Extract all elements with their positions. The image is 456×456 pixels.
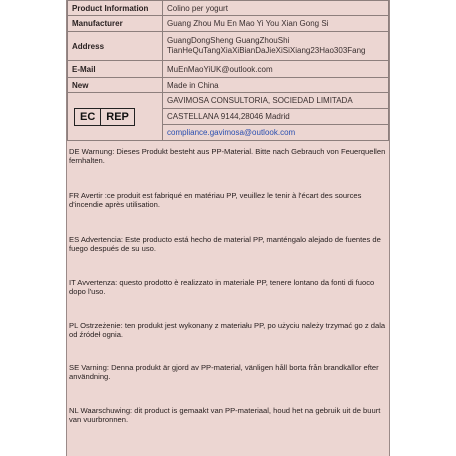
- warning-nl: NL Waarschuwing: dit product is gemaakt van PP-materiaal, houd het na gebruik uit de buurt van vuurbronnen.: [69, 406, 381, 424]
- warning-it: IT Avvertenza: questo prodotto è realizzato in materiale PP, tenere lontano da fonti di fuoco dopo l'uso.: [69, 278, 375, 296]
- new-label: New: [68, 78, 163, 93]
- row-address: [68, 32, 389, 61]
- product-label-sheet: [66, 0, 390, 456]
- warning-pl: PL Ostrzeżenie: ten produkt jest wykonany z materiału PP, po użyciu należy trzymać go z dala od źródeł ognia.: [69, 321, 386, 339]
- ec-rep-address: CASTELLANA 9144,28046 Madrid: [167, 112, 290, 121]
- new-value: Made in China: [163, 78, 389, 93]
- row-ec-rep: [68, 93, 389, 141]
- ec-rep-symbol-cell: [68, 93, 163, 141]
- ec-rep-symbol-rep: REP: [100, 109, 134, 125]
- row-new: [68, 78, 389, 93]
- warning-de: DE Warnung: Dieses Produkt besteht aus PP-Material. Bitte nach Gebrauch von Feuerquellen fernhalten.: [69, 147, 386, 165]
- ec-rep-symbol-ec: EC: [80, 110, 96, 123]
- row-email: [68, 61, 389, 78]
- manufacturer-label: Manufacturer: [68, 16, 163, 32]
- email-value: MuEnMaoYiUK@outlook.com: [163, 61, 389, 78]
- warning-fr: FR Avertir :ce produit est fabriqué en matériau PP, veuillez le tenir à l'écart des sources d'incendie après utilisation.: [69, 191, 362, 209]
- ec-rep-email-link[interactable]: compliance.gavimosa@outlook.com: [167, 128, 296, 137]
- address-line-2: TianHeQuTangXiaXiBianDaJieXiSiXiang23Hao303Fang: [167, 46, 366, 55]
- email-label: E-Mail: [68, 61, 163, 78]
- row-product-information: [68, 1, 389, 16]
- ec-rep-details: [163, 93, 389, 141]
- ec-rep-name: GAVIMOSA CONSULTORIA, SOCIEDAD LIMITADA: [167, 96, 353, 105]
- product-information-value: Colino per yogurt: [163, 1, 389, 16]
- warning-se: SE Varning: Denna produkt är gjord av PP-material, vänligen håll borta från brandkällor efter användning.: [69, 363, 379, 381]
- product-info-table: [67, 0, 389, 141]
- address-label: Address: [68, 32, 163, 61]
- row-manufacturer: [68, 16, 389, 32]
- manufacturer-value: Guang Zhou Mu En Mao Yi You Xian Gong Si: [163, 16, 389, 32]
- product-information-label: Product Information: [68, 1, 163, 16]
- address-line-1: GuangDongSheng GuangZhouShi: [167, 36, 290, 45]
- warning-es: ES Advertencia: Este producto está hecho de material PP, manténgalo alejado de fuentes de fuego después de su uso.: [69, 235, 381, 253]
- address-value: [163, 32, 389, 61]
- ec-rep-symbol-icon: [74, 108, 135, 126]
